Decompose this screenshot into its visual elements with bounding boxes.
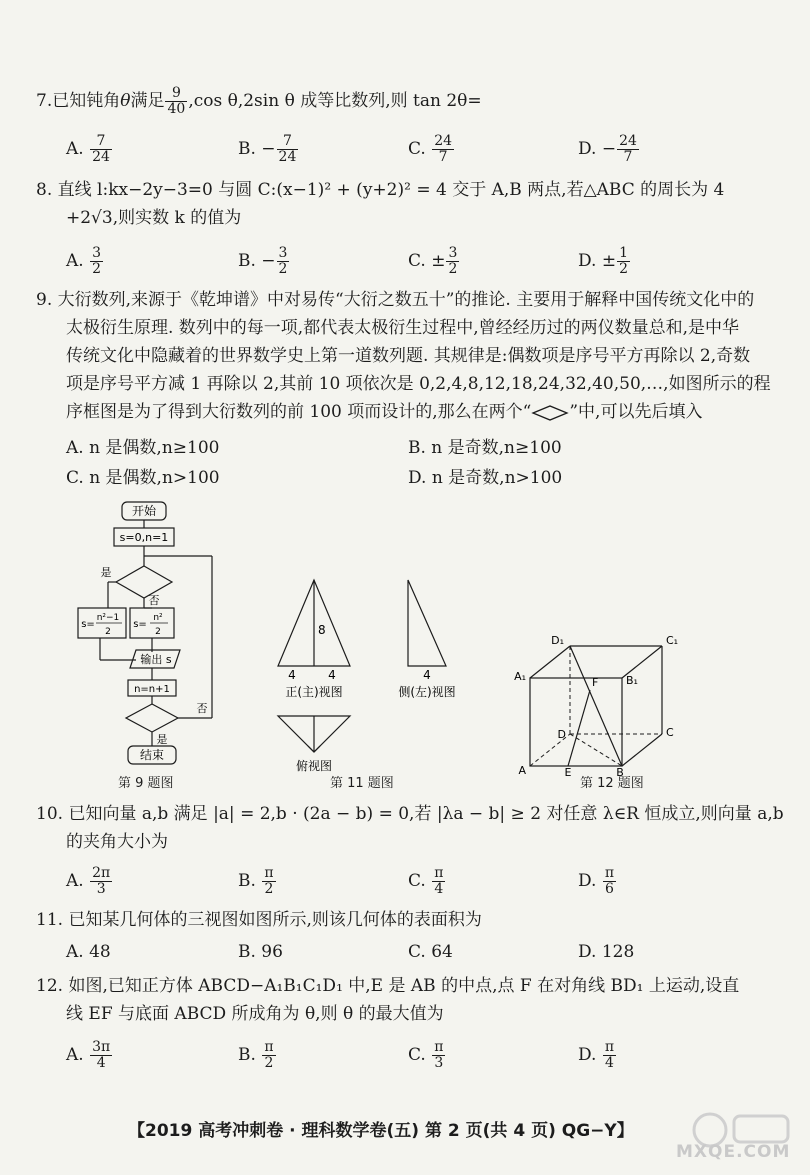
fc-left-s: s= [81, 619, 95, 630]
option-fraction [90, 866, 112, 897]
fv-base-left-label: 4 [288, 668, 296, 682]
q10-option-b [238, 866, 277, 897]
option-label: D. − [578, 139, 617, 159]
frac-den: 2 [619, 261, 628, 277]
q7-frac-den: 40 [167, 101, 186, 117]
fc-right-s: s= [133, 619, 147, 630]
q9-stem-line3: 传统文化中隐藏着的世界数学史上第一道数列题. 其规律是:偶数项是序号平方再除以 2,奇数 [66, 346, 751, 366]
q8-stem-line1: 8. 直线 l:kx−2y−3=0 与圆 C:(x−1)² + (y+2)² = 4 交于 A,B 两点,若△ABC 的周长为 4 [36, 180, 725, 200]
frac-den: 2 [264, 1055, 274, 1071]
option-fraction [277, 134, 299, 165]
diagonal-BD1 [570, 646, 622, 766]
frac-num: π [434, 865, 444, 881]
vertex-A: A [518, 764, 526, 776]
frac-den: 3 [434, 1055, 444, 1071]
q9-option-c: C. n 是偶数,n>100 [66, 468, 220, 488]
q7-text-a: 已知钝角 [52, 91, 121, 111]
frac-num: 3 [448, 245, 458, 261]
fc-decision-2 [126, 704, 178, 732]
diamond-placeholder-icon [531, 405, 569, 421]
option-fraction [90, 246, 103, 277]
option-label: B. − [238, 251, 276, 271]
q9-stem-line2: 太极衍生原理. 数列中的每一项,都代表太极衍生过程中,曾经经历过的两仪数量总和,是中华 [66, 318, 740, 338]
option-fraction [603, 866, 616, 897]
frac-den: 4 [604, 1055, 614, 1071]
frac-num: π [264, 1039, 274, 1055]
q8-option-a [66, 246, 104, 277]
q12-stem-line2: 线 EF 与底面 ABCD 所成角为 θ,则 θ 的最大值为 [66, 1004, 444, 1024]
option-label: A. [66, 1045, 84, 1065]
front-view-label: 正(主)视图 [285, 685, 343, 699]
vertex-D1: D₁ [551, 634, 564, 647]
side-view-triangle [408, 580, 446, 666]
q10-option-a [66, 866, 113, 897]
frac-den: 24 [92, 149, 110, 165]
option-label: C. ± [408, 251, 446, 271]
option-label: C. [408, 871, 426, 891]
q12-option-a [66, 1040, 113, 1071]
fc-no-label: 否 [148, 594, 160, 607]
page-footer: 【2019 高考冲刺卷 · 理科数学卷(五) 第 2 页(共 4 页) QG−Y】 [128, 1121, 634, 1141]
frac-num: 7 [277, 134, 299, 150]
figure-9-caption: 第 9 题图 [118, 776, 174, 791]
option-fraction [262, 866, 275, 897]
frac-den: 6 [604, 881, 614, 897]
q7-frac-num: 9 [165, 86, 187, 102]
fc-output-label: 输出 s [140, 653, 172, 666]
fc-right-num: n² [153, 613, 163, 623]
vertex-D: D [557, 728, 566, 741]
fc-left-num: n²−1 [96, 613, 120, 623]
frac-num: π [604, 1039, 615, 1055]
frac-num: 1 [619, 245, 628, 261]
fc-yes2-label: 是 [156, 733, 168, 746]
q10-stem-line1: 10. 已知向量 a,b 满足 |a| = 2,b · (2a − b) = 0,若 |λa − b| ≥ 2 对任意 λ∈R 恒成立,则向量 a,b [36, 804, 784, 824]
option-fraction [432, 1040, 445, 1071]
frac-num: 24 [434, 133, 453, 149]
vertex-B: B [616, 766, 624, 776]
fv-base-right-label: 4 [328, 668, 336, 682]
q7-number: 7. [36, 91, 53, 111]
q10-stem-line2: 的夹角大小为 [66, 832, 168, 852]
frac-den: 7 [438, 149, 448, 165]
option-fraction [90, 1040, 112, 1071]
fc-left-den: 2 [105, 627, 111, 637]
frac-num: 7 [90, 134, 112, 150]
fc-no2-label: 否 [196, 702, 208, 715]
q12-option-c [408, 1040, 446, 1071]
figure-11-caption: 第 11 题图 [330, 776, 394, 791]
top-view-label: 俯视图 [295, 759, 333, 772]
frac-den: 2 [278, 261, 288, 277]
q11-stem: 11. 已知某几何体的三视图如图所示,则该几何体的表面积为 [36, 910, 482, 930]
fc-increment-label: n=n+1 [134, 684, 170, 695]
option-label: B. [238, 1045, 256, 1065]
option-fraction [277, 246, 290, 277]
option-label: A. [66, 139, 84, 159]
vertex-C1: C₁ [666, 634, 679, 647]
option-label: A. [66, 251, 84, 271]
frac-num: 24 [619, 133, 637, 149]
fc-init-label: s=0,n=1 [119, 531, 169, 544]
frac-num: 2π [92, 865, 111, 881]
fc-decision-1 [116, 566, 172, 598]
frac-num: 3π [92, 1039, 111, 1055]
q7-stem [36, 86, 482, 117]
vertex-B1: B₁ [626, 674, 638, 687]
figure-12-cube [506, 628, 696, 776]
option-fraction [603, 1040, 616, 1071]
vertex-A1: A₁ [514, 670, 526, 683]
option-fraction [262, 1040, 275, 1071]
fc-end-label: 结束 [139, 748, 165, 762]
q7-option-b [238, 134, 299, 165]
q7-option-c [408, 134, 455, 165]
q11-option-b: B. 96 [238, 942, 283, 962]
frac-den: 2 [448, 261, 458, 277]
figure-9-flowchart [70, 496, 230, 796]
option-label: D. [578, 1045, 597, 1065]
option-label: D. [578, 871, 597, 891]
q9-option-b: B. n 是奇数,n≥100 [408, 438, 562, 458]
fv-height-label: 8 [318, 623, 326, 637]
frac-num: 3 [92, 245, 102, 261]
q11-option-d: D. 128 [578, 942, 635, 962]
option-fraction [90, 134, 112, 165]
side-view-label: 侧(左)视图 [398, 685, 456, 699]
fc-start-label: 开始 [131, 504, 157, 518]
q7-theta: θ [120, 91, 131, 111]
frac-den: 2 [264, 881, 274, 897]
q7-option-d [578, 134, 640, 165]
option-fraction [432, 866, 445, 897]
option-fraction [446, 246, 459, 277]
q12-stem-line1: 12. 如图,已知正方体 ABCD−A₁B₁C₁D₁ 中,E 是 AB 的中点,点 F 在对角线 BD₁ 上运动,设直 [36, 976, 740, 996]
option-label: C. [408, 1045, 426, 1065]
sv-base-label: 4 [423, 668, 431, 682]
q8-option-c [408, 246, 460, 277]
watermark-text: MXQE.COM [676, 1142, 791, 1162]
q7-text-c: ,cos θ,2sin θ 成等比数列,则 tan 2θ= [188, 91, 482, 111]
q10-option-d [578, 866, 617, 897]
q7-text-b: 满足 [130, 91, 165, 111]
q9-stem-line5 [66, 400, 702, 424]
option-fraction [617, 246, 630, 277]
figure-11-three-views [262, 572, 482, 772]
frac-den: 7 [623, 149, 633, 165]
q12-option-b [238, 1040, 277, 1071]
frac-den: 4 [96, 1055, 106, 1071]
q8-option-b [238, 246, 290, 277]
cube-front-face [530, 678, 622, 766]
vertex-C: C [666, 726, 674, 739]
option-label: D. ± [578, 251, 617, 271]
frac-den: 3 [96, 881, 106, 897]
option-label: C. [408, 139, 426, 159]
segment-EF [568, 690, 590, 766]
frac-num: π [604, 865, 615, 881]
point-E: E [564, 766, 572, 776]
frac-den: 24 [278, 149, 297, 165]
frac-den: 4 [434, 881, 444, 897]
option-fraction [617, 134, 639, 165]
q11-option-a: A. 48 [66, 942, 111, 962]
q7-fraction [165, 86, 187, 117]
frac-num: π [434, 1039, 444, 1055]
q12-option-d [578, 1040, 617, 1071]
q11-option-c: C. 64 [408, 942, 453, 962]
figure-12-caption: 第 12 题图 [580, 776, 644, 791]
q10-option-c [408, 866, 446, 897]
option-label: B. [238, 871, 256, 891]
frac-den: 2 [92, 261, 102, 277]
q7-option-a [66, 134, 113, 165]
q9-stem-line1: 9. 大衍数列,来源于《乾坤谱》中对易传“大衍之数五十”的推论. 主要用于解释中国传统文化中的 [36, 290, 755, 310]
q9-option-a: A. n 是偶数,n≥100 [66, 438, 220, 458]
frac-num: 3 [278, 245, 288, 261]
q8-stem-line2: +2√3,则实数 k 的值为 [66, 208, 242, 228]
option-fraction [432, 134, 454, 165]
fc-yes-label: 是 [100, 566, 112, 579]
q8-option-d [578, 246, 631, 277]
option-label: B. − [238, 139, 276, 159]
q9-option-d: D. n 是奇数,n>100 [408, 468, 563, 488]
option-label: A. [66, 871, 84, 891]
fc-right-den: 2 [155, 627, 161, 637]
frac-num: π [264, 865, 274, 881]
q9-line5-part-b: ”中,可以先后填入 [569, 402, 703, 422]
point-F: F [592, 676, 599, 689]
q9-stem-line4: 项是序号平方减 1 再除以 2,其前 10 项依次是 0,2,4,8,12,18,24,32,40,50,…,如图所示的程 [66, 374, 771, 394]
q9-line5-part-a: 序框图是为了得到大衍数列的前 100 项而设计的,那么在两个“ [66, 402, 532, 422]
